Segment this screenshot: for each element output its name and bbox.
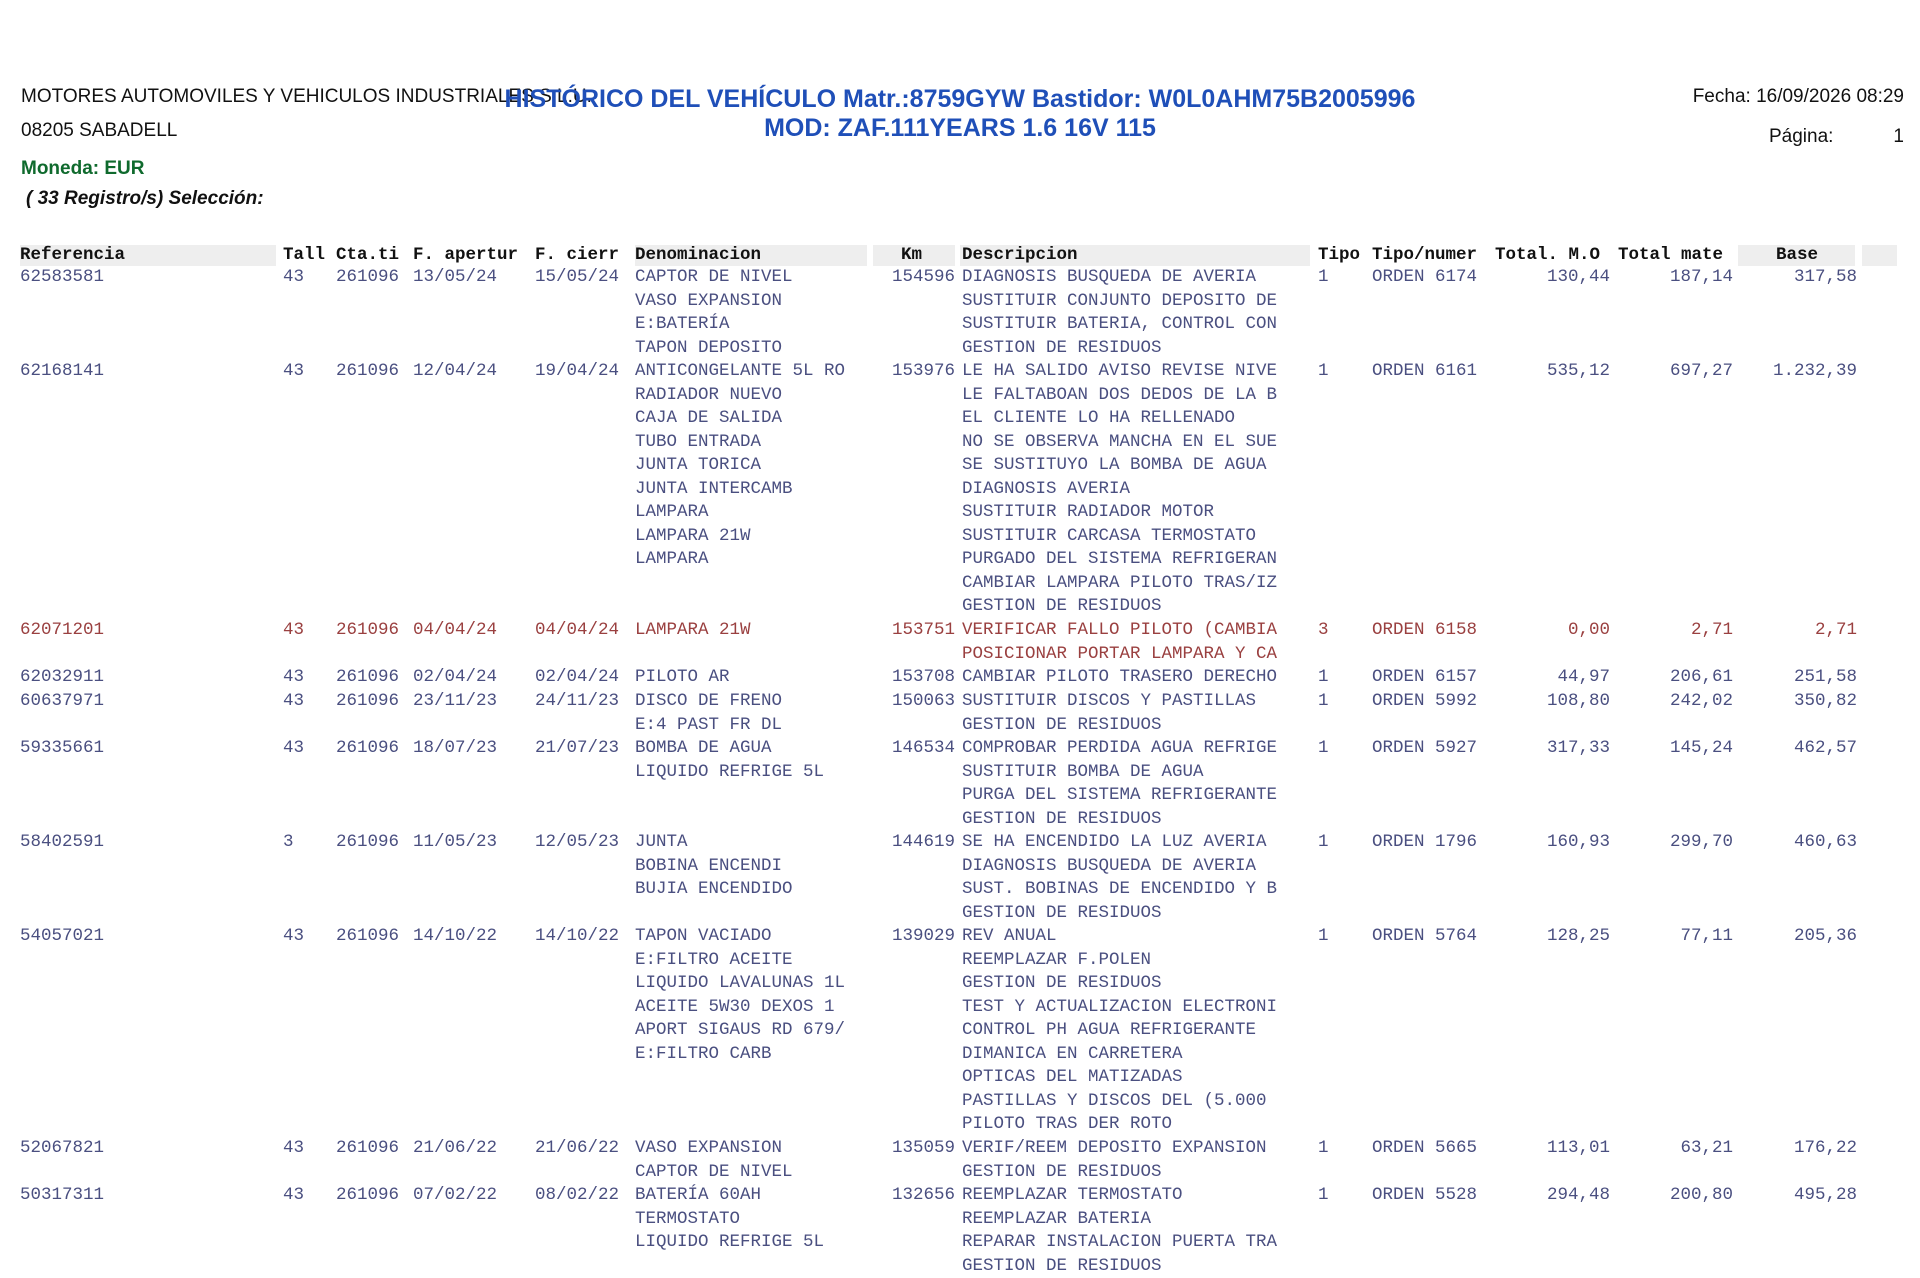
cell-f-cierre: 08/02/22 [535, 1185, 620, 1205]
cell-referencia: 62032911 [20, 667, 105, 687]
cell-total-mo: 130,44 [1546, 267, 1610, 287]
cell-descripcion: CAMBIAR PILOTO TRASERO DERECHO [962, 667, 1278, 687]
header-cell-bg [1862, 245, 1897, 266]
cell-f-apertura: 18/07/23 [413, 738, 498, 758]
cell-f-cierre: 19/04/24 [535, 361, 620, 381]
cell-total-mo: 113,01 [1546, 1138, 1610, 1158]
cell-base: 462,57 [1793, 738, 1857, 758]
cell-f-cierre: 14/10/22 [535, 926, 620, 946]
col-base: Base [1776, 245, 1819, 265]
cell-referencia: 59335661 [20, 738, 105, 758]
cell-tipo: 1 [1318, 832, 1329, 852]
cell-f-cierre: 15/05/24 [535, 267, 620, 287]
cell-tall: 43 [283, 267, 305, 287]
col-f-apertura: F. apertur [413, 245, 519, 265]
cell-tall: 43 [283, 667, 305, 687]
cell-base: 176,22 [1793, 1138, 1857, 1158]
cell-cta: 261096 [336, 691, 400, 711]
cell-cta: 261096 [336, 832, 400, 852]
cell-tipo: 1 [1318, 1185, 1329, 1205]
cell-f-apertura: 04/04/24 [413, 620, 498, 640]
cell-cta: 261096 [336, 1185, 400, 1205]
selection-summary: ( 33 Registro/s) Selección: [26, 188, 264, 209]
cell-tipo: 1 [1318, 926, 1329, 946]
cell-cta: 261096 [336, 620, 400, 640]
col-f-cierre: F. cierr [535, 245, 620, 265]
cell-tipo-numero: ORDEN 6174 [1372, 267, 1478, 287]
cell-tall: 43 [283, 1185, 305, 1205]
cell-f-apertura: 12/04/24 [413, 361, 498, 381]
company-city: 08205 SABADELL [21, 120, 178, 141]
cell-total-mo: 535,12 [1546, 361, 1610, 381]
cell-total-mate: 2,71 [1690, 620, 1733, 640]
cell-tipo-numero: ORDEN 6157 [1372, 667, 1478, 687]
cell-tall: 43 [283, 738, 305, 758]
cell-f-cierre: 21/06/22 [535, 1138, 620, 1158]
col-tipo: Tipo [1318, 245, 1361, 265]
cell-tipo-numero: ORDEN 6158 [1372, 620, 1478, 640]
cell-base: 2,71 [1814, 620, 1857, 640]
cell-km: 139029 [891, 926, 955, 946]
cell-tall: 43 [283, 926, 305, 946]
cell-base: 205,36 [1793, 926, 1857, 946]
cell-referencia: 54057021 [20, 926, 105, 946]
cell-total-mo: 160,93 [1546, 832, 1610, 852]
currency-label: Moneda: EUR [21, 158, 145, 179]
col-denominacion: Denominacion [635, 245, 762, 265]
cell-total-mate: 77,11 [1680, 926, 1733, 946]
cell-base: 317,58 [1793, 267, 1857, 287]
cell-total-mate: 206,61 [1669, 667, 1733, 687]
cell-tipo-numero: ORDEN 1796 [1372, 832, 1478, 852]
cell-cta: 261096 [336, 361, 400, 381]
cell-km: 146534 [891, 738, 955, 758]
cell-f-apertura: 21/06/22 [413, 1138, 498, 1158]
col-km: Km [901, 245, 923, 265]
cell-denominacion: BATERÍA 60AH TERMOSTATO LIQUIDO REFRIGE 5L [635, 1185, 825, 1252]
cell-base: 251,58 [1793, 667, 1857, 687]
cell-total-mate: 200,80 [1669, 1185, 1733, 1205]
cell-total-mo: 108,80 [1546, 691, 1610, 711]
cell-tipo-numero: ORDEN 5927 [1372, 738, 1478, 758]
report-date: Fecha: 16/09/2026 08:29 [1692, 86, 1904, 107]
cell-referencia: 62168141 [20, 361, 105, 381]
cell-f-cierre: 02/04/24 [535, 667, 620, 687]
cell-base: 350,82 [1793, 691, 1857, 711]
cell-referencia: 52067821 [20, 1138, 105, 1158]
cell-descripcion: REV ANUAL REEMPLAZAR F.POLEN GESTION DE RESIDUOS TEST Y ACTUALIZACION ELECTRONI CONTROL PH AGUA REFRIGERANTE DIMANICA EN CARRETERA OPTICAS DEL MATIZADAS PASTILLAS Y DISCOS DEL (5.000 PILOTO TRAS DER ROTO [962, 926, 1278, 1134]
cell-referencia: 60637971 [20, 691, 105, 711]
cell-total-mo: 0,00 [1567, 620, 1610, 640]
cell-referencia: 62071201 [20, 620, 105, 640]
cell-denominacion: ANTICONGELANTE 5L RO RADIADOR NUEVO CAJA DE SALIDA TUBO ENTRADA JUNTA TORICA JUNTA INTERCAMB LAMPARA LAMPARA 21W LAMPARA [635, 361, 846, 569]
col-tipo-numero: Tipo/numer [1372, 245, 1478, 265]
col-referencia: Referencia [20, 245, 126, 265]
cell-cta: 261096 [336, 738, 400, 758]
cell-total-mate: 697,27 [1669, 361, 1733, 381]
cell-tall: 43 [283, 1138, 305, 1158]
cell-f-apertura: 14/10/22 [413, 926, 498, 946]
cell-descripcion: VERIF/REEM DEPOSITO EXPANSION GESTION DE RESIDUOS [962, 1138, 1267, 1182]
cell-denominacion: CAPTOR DE NIVEL VASO EXPANSION E:BATERÍA TAPON DEPOSITO [635, 267, 793, 358]
cell-tipo-numero: ORDEN 5992 [1372, 691, 1478, 711]
cell-tipo: 1 [1318, 667, 1329, 687]
cell-total-mo: 44,97 [1557, 667, 1610, 687]
cell-f-cierre: 04/04/24 [535, 620, 620, 640]
cell-tall: 43 [283, 620, 305, 640]
cell-descripcion: VERIFICAR FALLO PILOTO (CAMBIA POSICIONAR PORTAR LAMPARA Y CA [962, 620, 1278, 664]
report-title: HISTÓRICO DEL VEHÍCULO Matr.:8759GYW Bastidor: W0L0AHM75B2005996 MOD: ZAF.111YEARS 1.6 16V 115 [504, 85, 1416, 142]
cell-total-mate: 145,24 [1669, 738, 1733, 758]
company-name: MOTORES AUTOMOVILES Y VEHICULOS INDUSTRIALES S.L.U. [21, 86, 592, 107]
cell-denominacion: TAPON VACIADO E:FILTRO ACEITE LIQUIDO LAVALUNAS 1L ACEITE 5W30 DEXOS 1 APORT SIGAUS RD 679/ E:FILTRO CARB [635, 926, 846, 1064]
cell-f-apertura: 11/05/23 [413, 832, 498, 852]
cell-tipo-numero: ORDEN 5764 [1372, 926, 1478, 946]
cell-tall: 43 [283, 691, 305, 711]
cell-tipo-numero: ORDEN 5528 [1372, 1185, 1478, 1205]
cell-referencia: 58402591 [20, 832, 105, 852]
cell-descripcion: SUSTITUIR DISCOS Y PASTILLAS GESTION DE RESIDUOS [962, 691, 1257, 735]
cell-cta: 261096 [336, 667, 400, 687]
cell-cta: 261096 [336, 926, 400, 946]
cell-km: 144619 [891, 832, 955, 852]
cell-f-apertura: 07/02/22 [413, 1185, 498, 1205]
cell-f-apertura: 13/05/24 [413, 267, 498, 287]
cell-tipo: 1 [1318, 361, 1329, 381]
col-descripcion: Descripcion [962, 245, 1078, 265]
cell-total-mo: 128,25 [1546, 926, 1610, 946]
cell-denominacion: LAMPARA 21W [635, 620, 751, 640]
cell-f-cierre: 21/07/23 [535, 738, 620, 758]
cell-base: 460,63 [1793, 832, 1857, 852]
cell-tipo: 1 [1318, 691, 1329, 711]
cell-km: 153976 [891, 361, 955, 381]
cell-km: 132656 [891, 1185, 955, 1205]
cell-km: 153708 [891, 667, 955, 687]
cell-descripcion: SE HA ENCENDIDO LA LUZ AVERIA DIAGNOSIS BUSQUEDA DE AVERIA SUST. BOBINAS DE ENCENDIDO Y B GESTION DE RESIDUOS [962, 832, 1278, 923]
cell-tipo: 1 [1318, 1138, 1329, 1158]
cell-descripcion: REEMPLAZAR TERMOSTATO REEMPLAZAR BATERIA REPARAR INSTALACION PUERTA TRA GESTION DE RESIDUOS [962, 1185, 1278, 1276]
cell-descripcion: COMPROBAR PERDIDA AGUA REFRIGE SUSTITUIR BOMBA DE AGUA PURGA DEL SISTEMA REFRIGERANTE GESTION DE RESIDUOS [962, 738, 1278, 829]
cell-denominacion: BOMBA DE AGUA LIQUIDO REFRIGE 5L [635, 738, 825, 782]
cell-km: 135059 [891, 1138, 955, 1158]
cell-total-mo: 294,48 [1546, 1185, 1610, 1205]
cell-denominacion: DISCO DE FRENO E:4 PAST FR DL [635, 691, 783, 735]
cell-km: 150063 [891, 691, 955, 711]
cell-tall: 43 [283, 361, 305, 381]
cell-f-cierre: 24/11/23 [535, 691, 620, 711]
cell-cta: 261096 [336, 267, 400, 287]
cell-f-cierre: 12/05/23 [535, 832, 620, 852]
cell-total-mate: 299,70 [1669, 832, 1733, 852]
cell-tipo: 1 [1318, 738, 1329, 758]
col-tall: Tall [283, 245, 326, 265]
cell-descripcion: LE HA SALIDO AVISO REVISE NIVE LE FALTABOAN DOS DEDOS DE LA B EL CLIENTE LO HA RELLENADO NO SE OBSERVA MANCHA EN EL SUE SE SUSTITUYO LA BOMBA DE AGUA DIAGNOSIS AVERIA SUSTITUIR RADIADOR MOTOR SUSTITUIR CARCASA TERMOSTATO PURGADO DEL SISTEMA REFRIGERAN CAMBIAR LAMPARA PILOTO TRAS/IZ GESTION DE RESIDUOS [962, 361, 1278, 616]
col-cta: Cta.ti [336, 245, 400, 265]
page-number: 1 [1893, 126, 1904, 147]
cell-total-mate: 63,21 [1680, 1138, 1733, 1158]
cell-tall: 3 [283, 832, 294, 852]
cell-km: 154596 [891, 267, 955, 287]
cell-total-mate: 187,14 [1669, 267, 1733, 287]
cell-km: 153751 [891, 620, 955, 640]
cell-denominacion: PILOTO AR [635, 667, 730, 687]
cell-total-mate: 242,02 [1669, 691, 1733, 711]
cell-f-apertura: 23/11/23 [413, 691, 498, 711]
page-label: Página: [1769, 126, 1834, 147]
col-total-mate: Total mate [1618, 245, 1724, 265]
cell-tipo: 1 [1318, 267, 1329, 287]
cell-denominacion: VASO EXPANSION CAPTOR DE NIVEL [635, 1138, 793, 1182]
col-total-mo: Total. M.O [1495, 245, 1601, 265]
cell-cta: 261096 [336, 1138, 400, 1158]
cell-referencia: 50317311 [20, 1185, 105, 1205]
cell-base: 1.232,39 [1772, 361, 1857, 381]
cell-descripcion: DIAGNOSIS BUSQUEDA DE AVERIA SUSTITUIR CONJUNTO DEPOSITO DE SUSTITUIR BATERIA, CONTROL CON GESTION DE RESIDUOS [962, 267, 1278, 358]
cell-tipo-numero: ORDEN 5665 [1372, 1138, 1478, 1158]
cell-tipo: 3 [1318, 620, 1329, 640]
cell-base: 495,28 [1793, 1185, 1857, 1205]
cell-tipo-numero: ORDEN 6161 [1372, 361, 1478, 381]
cell-f-apertura: 02/04/24 [413, 667, 498, 687]
cell-total-mo: 317,33 [1546, 738, 1610, 758]
cell-referencia: 62583581 [20, 267, 105, 287]
cell-denominacion: JUNTA BOBINA ENCENDI BUJIA ENCENDIDO [635, 832, 793, 899]
